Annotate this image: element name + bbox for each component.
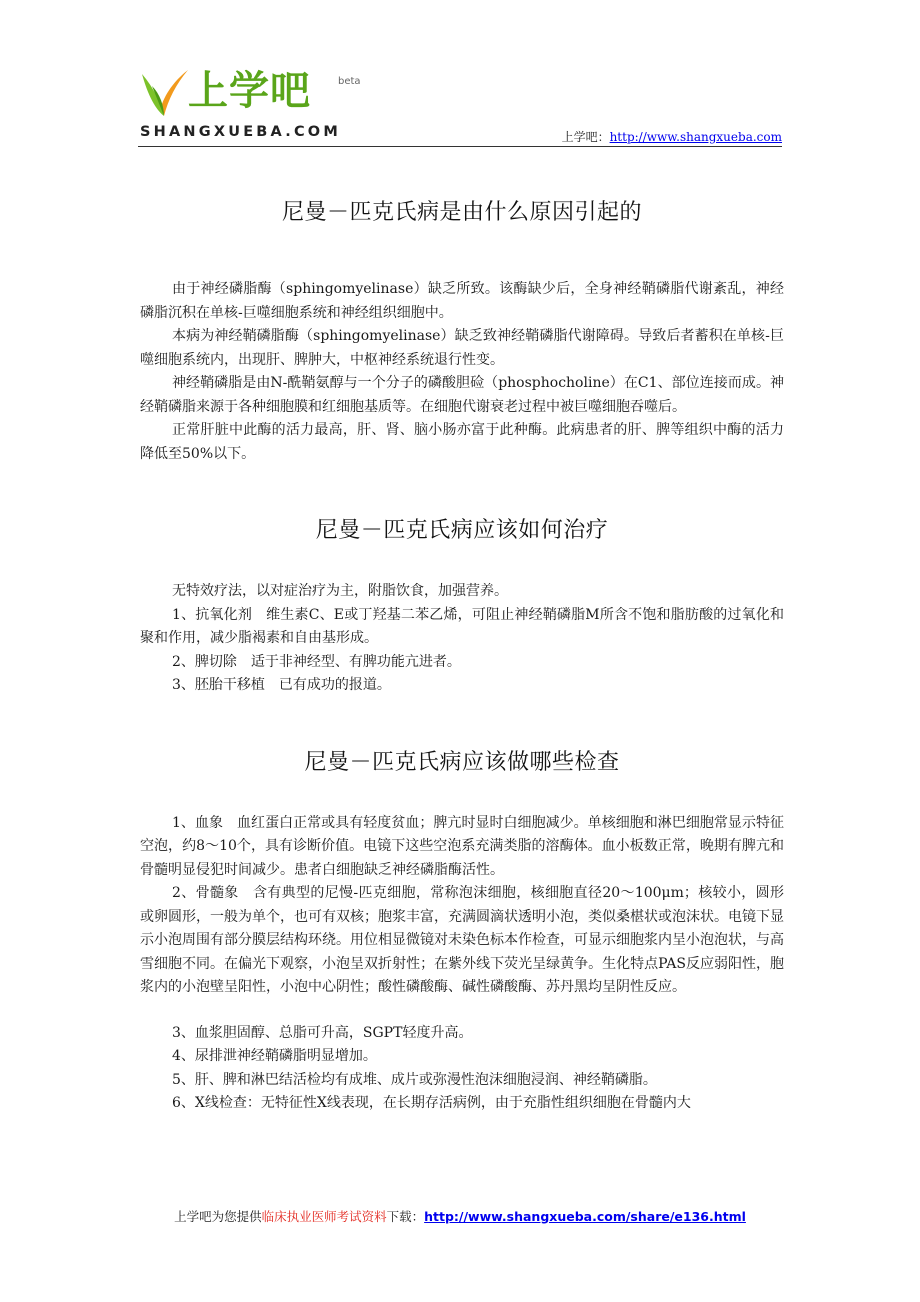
footer-prefix: 上学吧为您提供 xyxy=(174,1209,262,1224)
site-label: 上学吧： xyxy=(561,130,610,144)
paragraph: 无特效疗法，以对症治疗为主，附脂饮食，加强营养。 xyxy=(172,583,508,599)
paragraph: 1、抗氧化剂 维生素C、E或丁羟基二苯乙烯，可阻止神经鞘磷脂M所含不饱和脂肪酸的过氧化和聚和作用，减少脂褐素和自由基形成。 xyxy=(140,606,784,646)
paragraph: 1、血象 血红蛋白正常或具有轻度贫血；脾亢时显时白细胞减少。单核细胞和淋巴细胞常显示特征空泡，约8～10个，具有诊断价值。电镜下这些空泡系充满类脂的溶酶体。血小板数正常，晚期有脾亢和骨髓明显侵犯时间减少。患者白细胞缺乏神经磷脂酶活性。 xyxy=(140,814,784,878)
paragraph: 神经鞘磷脂是由N-酰鞘氨醇与一个分子的磷酸胆硷（phosphocholine）在C1、部位连接而成。神经鞘磷脂来源于各种细胞膜和红细胞基质等。在细胞代谢衰老过程中被巨噬细胞吞噬后。 xyxy=(140,375,784,415)
page-footer xyxy=(0,1207,920,1225)
paragraph: 6、X线检查：无特征性X线表现，在长期存活病例，由于充脂性组织细胞在骨髓内大 xyxy=(172,1095,691,1111)
paragraph: 2、骨髓象 含有典型的尼慢-匹克细胞，常称泡沫细胞，核细胞直径20～100μm；核较小，圆形或卵圆形，一般为单个，也可有双核；胞浆丰富，充满圆滴状透明小泡，类似桑椹状或泡沫状。电镜下显示小泡周围有部分膜层结构环绕。用位相显微镜对未染色标本作检查，可显示细胞浆内呈小泡泡状，与高雪细胞不同。在偏光下观察，小泡呈双折射性；在紫外线下荧光呈绿黄争。生化特点PAS反应弱阳性，胞浆内的小泡壁呈阳性，小泡中心阴性；酸性磷酸酶、碱性磷酸酶、苏丹黑均呈阴性反应。 xyxy=(140,885,784,995)
section-title-examinations: 尼曼－匹克氏病应该做哪些检查 xyxy=(304,749,620,775)
page-header xyxy=(138,62,782,148)
section-title-treatment: 尼曼－匹克氏病应该如何治疗 xyxy=(315,518,609,543)
header-divider xyxy=(138,146,782,147)
document-body xyxy=(140,195,784,1116)
header-site-link xyxy=(562,128,782,145)
leaf-logo-icon xyxy=(138,66,190,118)
paragraph: 3、胚胎干移植 已有成功的报道。 xyxy=(172,677,391,693)
footer-download-link[interactable]: http://www.shangxueba.com/share/e136.html xyxy=(424,1209,746,1224)
section-title-causes: 尼曼－匹克氏病是由什么原因引起的 xyxy=(281,200,642,225)
paragraph: 本病为神经鞘磷脂酶（sphingomyelinase）缺乏致神经鞘磷脂代谢障碍。导致后者蓄积在单核-巨噬细胞系统内，出现肝、脾肿大，中枢神经系统退行性变。 xyxy=(140,328,784,368)
site-logo[interactable] xyxy=(138,62,368,146)
paragraph: 4、尿排泄神经鞘磷脂明显增加。 xyxy=(172,1048,377,1064)
footer-middle: 下载： xyxy=(386,1209,425,1224)
paragraph: 正常肝脏中此酶的活力最高，肝、肾、脑小肠亦富于此种酶。此病患者的肝、脾等组织中酶的活力降低至50%以下。 xyxy=(140,422,784,462)
paragraph: 5、肝、脾和淋巴结活检均有成堆、成片或弥漫性泡沫细胞浸润、神经鞘磷脂。 xyxy=(172,1071,657,1088)
logo-text: 上学吧 xyxy=(188,68,311,114)
paragraph: 3、血浆胆固醇、总脂可升高，SGPT轻度升高。 xyxy=(172,1024,473,1041)
footer-highlight: 临床执业医师考试资料 xyxy=(261,1209,387,1224)
paragraph: 2、脾切除 适于非神经型、有脾功能亢进者。 xyxy=(172,653,461,670)
site-url-link[interactable]: http://www.shangxueba.com xyxy=(609,130,782,144)
paragraph-spacer xyxy=(140,1000,784,1022)
logo-domain: SHANGXUEBA.COM xyxy=(140,124,341,140)
paragraph: 由于神经磷脂酶（sphingomyelinase）缺乏所致。该酶缺少后，全身神经鞘磷脂代谢紊乱，神经磷脂沉积在单核-巨噬细胞系统和神经组织细胞中。 xyxy=(140,281,784,321)
logo-beta-label: beta xyxy=(338,76,361,87)
